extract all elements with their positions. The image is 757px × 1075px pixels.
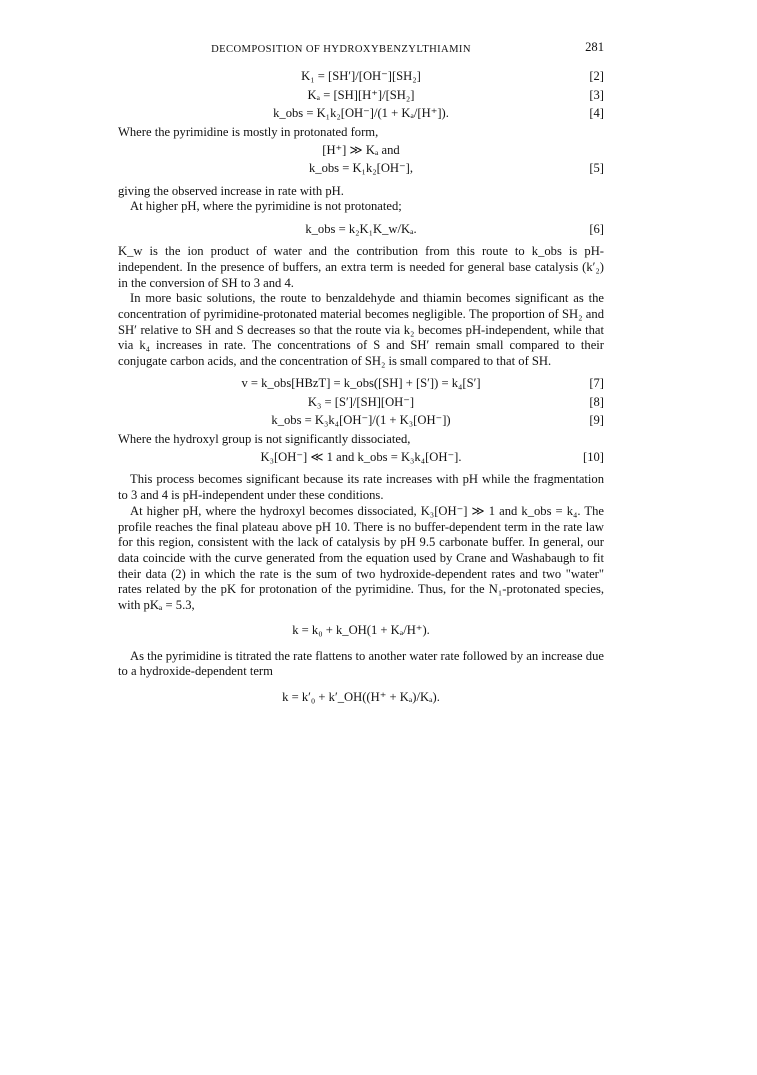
equation-6-expr: k_obs = k₂K₁K_w/Kₐ. xyxy=(305,221,417,236)
equation-3-number: [3] xyxy=(589,87,604,102)
page-number: 281 xyxy=(585,40,604,54)
equation-4 xyxy=(118,106,604,122)
page xyxy=(118,40,604,708)
equation-4-number: [4] xyxy=(589,106,604,120)
equation-9 xyxy=(118,413,604,429)
equation-7-number: [7] xyxy=(589,376,604,391)
paragraph-3: At higher pH, where the pyrimidine is not protonated; xyxy=(130,199,402,214)
equation-10 xyxy=(118,450,604,466)
equation-2-expr: K₁ = [SH′]/[OH⁻][SH₂] xyxy=(301,69,421,83)
paragraph-7: This process becomes significant because its rate increases with pH while the fragmentation to 3 and 4 is pH-independent under these conditions. xyxy=(118,472,604,503)
equation-3-expr: Kₐ = [SH][H⁺]/[SH₂] xyxy=(307,87,415,102)
equation-7 xyxy=(118,376,604,392)
equation-2 xyxy=(118,69,604,85)
equation-9-number: [9] xyxy=(589,413,604,428)
equation-8 xyxy=(118,395,604,411)
paragraph-1: Where the pyrimidine is mostly in protonated form, xyxy=(118,124,379,139)
paragraph-9: As the pyrimidine is titrated the rate flattens to another water rate followed by an increase due to a hydroxide-dependent term xyxy=(118,648,604,679)
equation-6-number: [6] xyxy=(589,221,604,236)
equation-6 xyxy=(118,222,604,238)
equation-5-number: [5] xyxy=(589,161,604,176)
equation-10-number: [10] xyxy=(583,449,604,464)
equation-10-expr: K₃[OH⁻] ≪ 1 and k_obs = K₃k₄[OH⁻]. xyxy=(260,449,462,464)
condition-1-expr: [H⁺] ≫ Kₐ and xyxy=(322,142,400,157)
equation-9-expr: k_obs = K₃k₄[OH⁻]/(1 + K₃[OH⁻]) xyxy=(271,413,451,428)
paragraph-4: K_w is the ion product of water and the contribution from this route to k_obs is pH-independent. In the presence of buffers, an extra term is needed for general base catalysis (k′₂) in the conversion of SH to 3 and 4. xyxy=(118,244,604,290)
page-header xyxy=(118,40,604,57)
equation-3 xyxy=(118,88,604,104)
equation-2-number: [2] xyxy=(589,69,604,83)
equation-12-expr: k = k′₀ + k′_OH((H⁺ + Kₐ)/Kₐ). xyxy=(282,689,440,704)
paragraph-6: Where the hydroxyl group is not significantly dissociated, xyxy=(118,431,411,446)
equation-8-expr: K₃ = [S′]/[SH][OH⁻] xyxy=(307,394,415,409)
equation-11-expr: k = k₀ + k_OH(1 + Kₐ/H⁺). xyxy=(292,623,430,638)
running-title: DECOMPOSITION OF HYDROXYBENZYLTHIAMIN xyxy=(211,44,471,55)
equation-5-expr: k_obs = K₁k₂[OH⁻], xyxy=(308,161,414,176)
equation-4-expr: k_obs = K₁k₂[OH⁻]/(1 + Kₐ/[H⁺]). xyxy=(273,106,449,120)
equation-5 xyxy=(118,161,604,177)
paragraph-2: giving the observed increase in rate with pH. xyxy=(118,183,344,198)
equation-11 xyxy=(118,623,604,639)
equation-8-number: [8] xyxy=(589,394,604,409)
paragraph-5: In more basic solutions, the route to benzaldehyde and thiamin becomes significant as the concentration of pyrimidine-protonated material becomes negligible. The proportion of SH₂ and SH′ relative to SH and S decreases so that the route via k₂ becomes pH-independent, while that via k₄ increases in rate. The concentrations of S and SH′ remain small compared to their conjugate carbon acids, and the concentration of SH₂ is small compared to that of SH. xyxy=(118,291,604,369)
equation-12 xyxy=(118,690,604,706)
condition-1 xyxy=(118,143,604,159)
equation-7-expr: v = k_obs[HBzT] = k_obs([SH] + [S′]) = k₄[S′] xyxy=(241,376,481,391)
paragraph-8: At higher pH, where the hydroxyl becomes dissociated, K₃[OH⁻] ≫ 1 and k_obs = k₄. The profile reaches the final plateau above pH 10. There is no buffer-dependent term in the rate law for this region, consistent with the lack of catalysis by pH 9.5 carbonate buffer. In general, our data coincide with the curve generated from the equation used by Crane and Washabaugh to fit their data (2) in which the rate is the sum of two hydroxide-dependent rates and two "water" rates related by the pK for protonation of the pyrimidine. Thus, for the N₁-protonated species, with pKₐ = 5.3, xyxy=(118,503,604,613)
